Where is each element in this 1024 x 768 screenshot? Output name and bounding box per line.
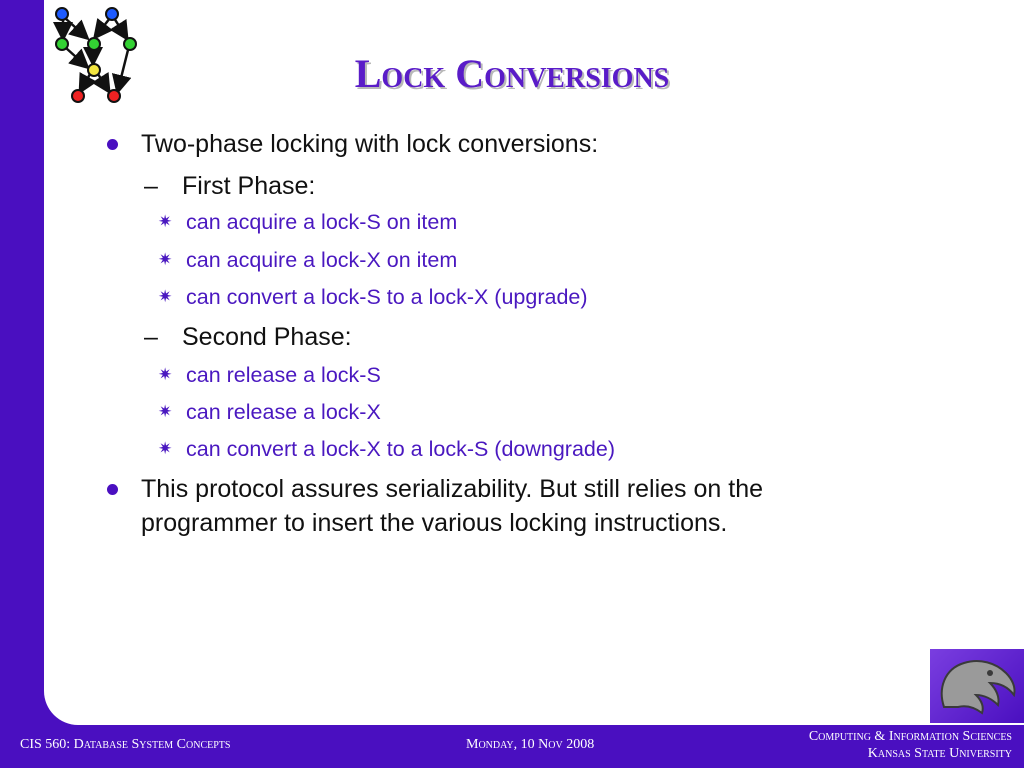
list-item: can convert a lock-S to a lock-X (upgrade) [186,285,588,309]
footer-dept: Computing & Information Sciences [808,729,1012,744]
bullet-text: Two-phase locking with lock conversions: [141,130,599,158]
asterisk-bullet-icon: ✷ [158,402,173,421]
footer-university: Kansas State University [867,746,1012,761]
phase-label: First Phase: [182,172,316,200]
dash-bullet-icon: – [144,323,158,351]
list-item: can acquire a lock-S on item [186,210,458,234]
bullet-text: This protocol assures serializability. But still relies on the [141,475,764,503]
wildcat-logo-icon [930,649,1024,723]
asterisk-bullet-icon: ✷ [158,212,173,231]
list-item: can acquire a lock-X on item [186,248,458,272]
asterisk-bullet-icon: ✷ [158,287,173,306]
list-item: can release a lock-X [186,400,381,424]
purple-dot-bullet-icon [107,484,118,495]
bullet-text-continued: programmer to insert the various locking instructions. [141,509,728,537]
phase-label: Second Phase: [182,323,352,351]
footer-course: CIS 560: Database System Concepts [20,737,231,752]
list-item: can release a lock-S [186,363,381,387]
asterisk-bullet-icon: ✷ [158,365,173,384]
purple-dot-bullet-icon [107,139,118,150]
dash-bullet-icon: – [144,172,158,200]
left-sidebar [0,0,44,725]
footer-date: Monday, 10 Nov 2008 [466,737,595,752]
list-item: can convert a lock-X to a lock-S (downgrade) [186,437,616,461]
slide-title: Lock Conversions [354,51,670,96]
asterisk-bullet-icon: ✷ [158,439,173,458]
asterisk-bullet-icon: ✷ [158,250,173,269]
